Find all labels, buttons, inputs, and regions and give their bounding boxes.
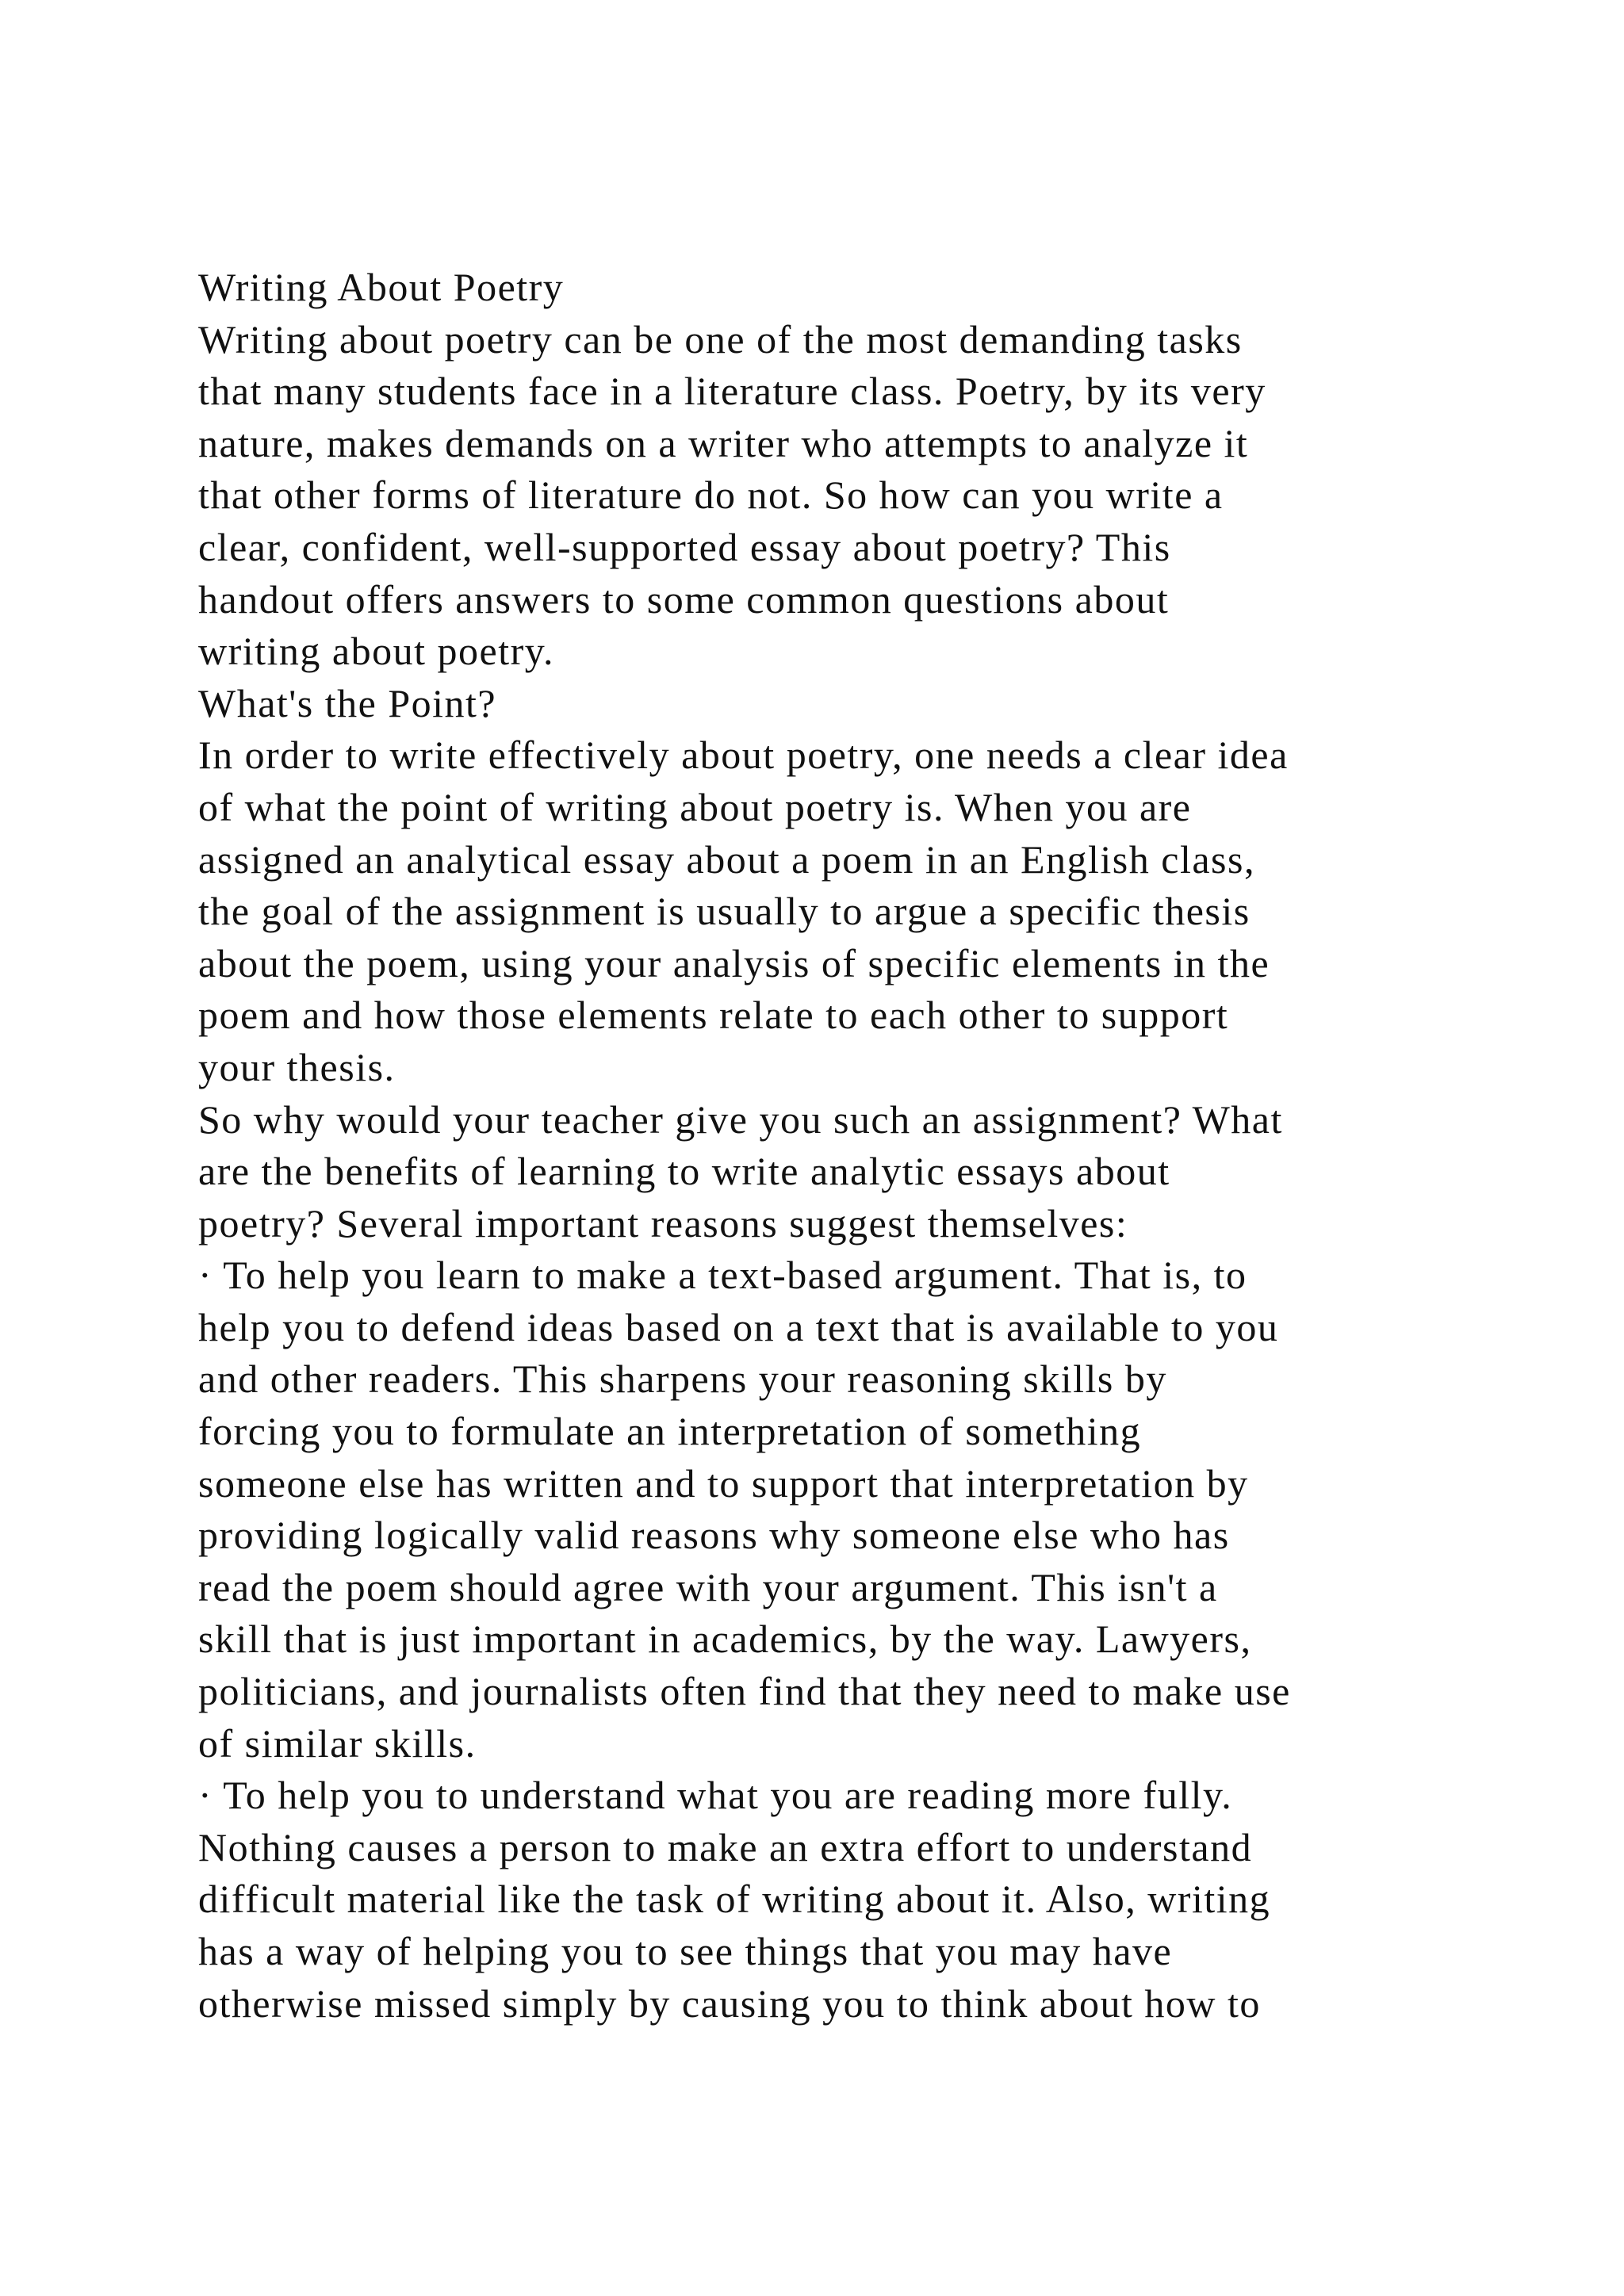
text-line: someone else has written and to support that interpretation by	[198, 1460, 1249, 1506]
text-line: skill that is just important in academics, by the way. Lawyers,	[198, 1617, 1252, 1662]
text-line: has a way of helping you to see things that you may have	[198, 1929, 1173, 1973]
text-line: writing about poetry.	[198, 629, 555, 674]
text-line: poem and how those elements relate to each other to support	[198, 993, 1229, 1038]
text-line: difficult material like the task of writing about it. Also, writing	[198, 1877, 1271, 1922]
text-line: read the poem should agree with your argument. This isn't a	[198, 1564, 1218, 1609]
text-line: poetry? Several important reasons suggest themselves:	[198, 1200, 1128, 1246]
text-line: the goal of the assignment is usually to argue a specific thesis	[198, 889, 1251, 934]
bullet-line: · To help you to understand what you are reading more fully.	[198, 1773, 1233, 1818]
bullet-line: · To help you learn to make a text-based argument. That is, to	[198, 1253, 1247, 1298]
text-line: handout offers answers to some common questions about	[198, 576, 1170, 622]
text-line: assigned an analytical essay about a poem in an English class,	[198, 836, 1255, 882]
text-line: of similar skills.	[198, 1720, 477, 1766]
text-line: politicians, and journalists often find that they need to make use	[198, 1669, 1291, 1714]
text-line: your thesis.	[198, 1044, 396, 1089]
text-line: In order to write effectively about poetry, one needs a clear idea	[198, 733, 1289, 778]
text-line: clear, confident, well-supported essay about poetry? This	[198, 524, 1171, 569]
text-line: Nothing causes a person to make an extra effort to understand	[198, 1824, 1253, 1869]
section-heading: What's the Point?	[198, 680, 497, 725]
text-line: are the benefits of learning to write analytic essays about	[198, 1149, 1170, 1194]
text-line: help you to defend ideas based on a text that is available to you	[198, 1304, 1279, 1349]
text-line: otherwise missed simply by causing you to think about how to	[198, 1980, 1261, 2026]
text-line: and other readers. This sharpens your reasoning skills by	[198, 1357, 1167, 1402]
text-line: about the poem, using your analysis of specific elements in the	[198, 940, 1270, 985]
text-line: forcing you to formulate an interpretation of something	[198, 1409, 1142, 1454]
document-body	[198, 262, 1546, 2030]
text-line: providing logically valid reasons why someone else who has	[198, 1513, 1230, 1558]
text-line: Writing about poetry can be one of the most demanding tasks	[198, 316, 1243, 362]
text-line: So why would your teacher give you such an assignment? What	[198, 1096, 1283, 1142]
text-line: of what the point of writing about poetry is. When you are	[198, 784, 1192, 829]
text-line: that other forms of literature do not. So how can you write a	[198, 473, 1224, 518]
document-title: Writing About Poetry	[198, 265, 565, 309]
text-line: that many students face in a literature class. Poetry, by its very	[198, 369, 1266, 414]
text-line: nature, makes demands on a writer who attempts to analyze it	[198, 420, 1249, 465]
